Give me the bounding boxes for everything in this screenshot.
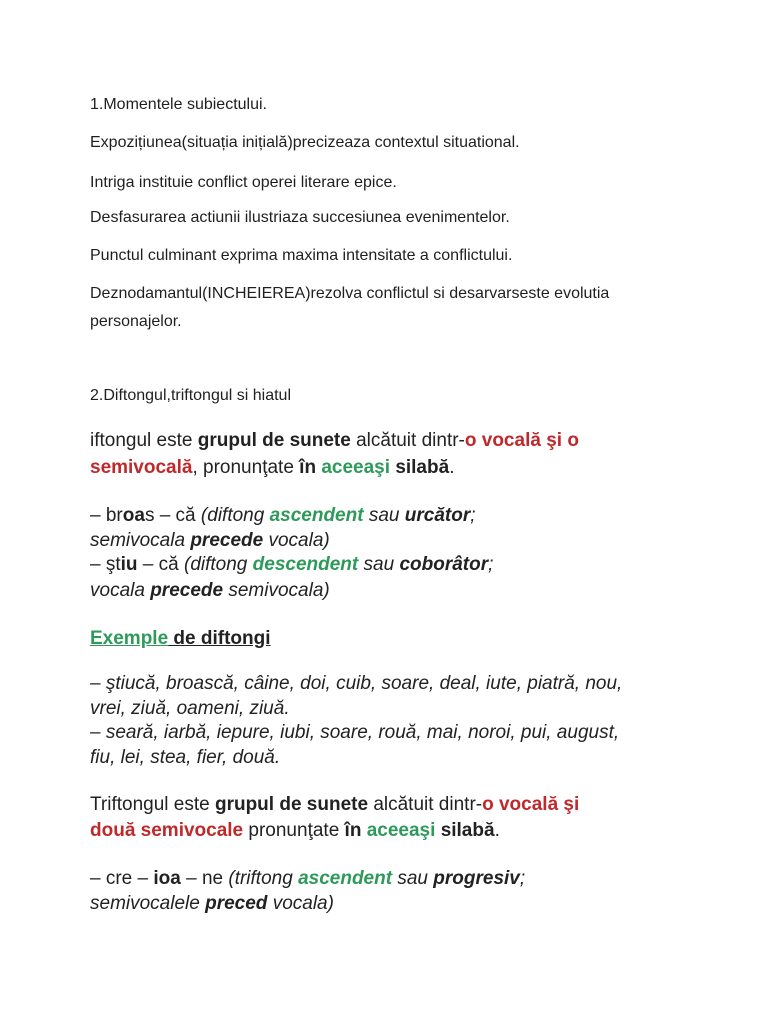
example-stiuca: – ştiu – că (diftong descendent sau coborâtor; [90, 554, 494, 575]
section1-title: 1.Momentele subiectului. [90, 96, 267, 113]
paragraph-line: Expozițiunea(situația inițială)precizeaza contextul situational. [90, 134, 520, 151]
example-broasca-cont: semivocala precede vocala) [90, 530, 330, 551]
examples-line: vrei, ziuă, oameni, ziuă. [90, 698, 290, 719]
section2-title: 2.Diftongul,triftongul si hiatul [90, 387, 291, 404]
example-stiuca-cont: vocala precede semivocala) [90, 580, 330, 601]
diphthong-definition-cont: semivocală, pronunţate în aceeaşi silabă. [90, 457, 455, 478]
diphthong-definition: iftongul este grupul de sunete alcătuit dintr-o vocală şi o [90, 430, 579, 451]
triphthong-definition-cont: două semivocale pronunţate în aceeaşi silabă. [90, 820, 500, 841]
examples-heading: Exemple de diftongi [90, 628, 271, 649]
paragraph-line: personajelor. [90, 313, 182, 330]
paragraph-line: Desfasurarea actiunii ilustriaza succesiunea evenimentelor. [90, 209, 510, 226]
paragraph-line: Deznodamantul(INCHEIEREA)rezolva conflictul si desarvarseste evolutia [90, 285, 610, 302]
example-creioane: – cre – ioa – ne (triftong ascendent sau progresiv; [90, 868, 526, 889]
example-broasca: – broas – că (diftong ascendent sau urcător; [90, 505, 476, 526]
paragraph-line: Punctul culminant exprima maxima intensitate a conflictului. [90, 247, 513, 264]
example-creioane-cont: semivocalele preced vocala) [90, 893, 334, 914]
examples-line: – seară, iarbă, iepure, iubi, soare, rouă, mai, noroi, pui, august, [90, 722, 620, 743]
triphthong-definition: Triftongul este grupul de sunete alcătuit dintr-o vocală şi [90, 794, 580, 815]
paragraph-line: Intriga instituie conflict operei literare epice. [90, 174, 397, 191]
examples-line: fiu, lei, stea, fier, două. [90, 747, 281, 768]
examples-line: – ştiucă, broască, câine, doi, cuib, soare, deal, iute, piatră, nou, [90, 673, 623, 694]
